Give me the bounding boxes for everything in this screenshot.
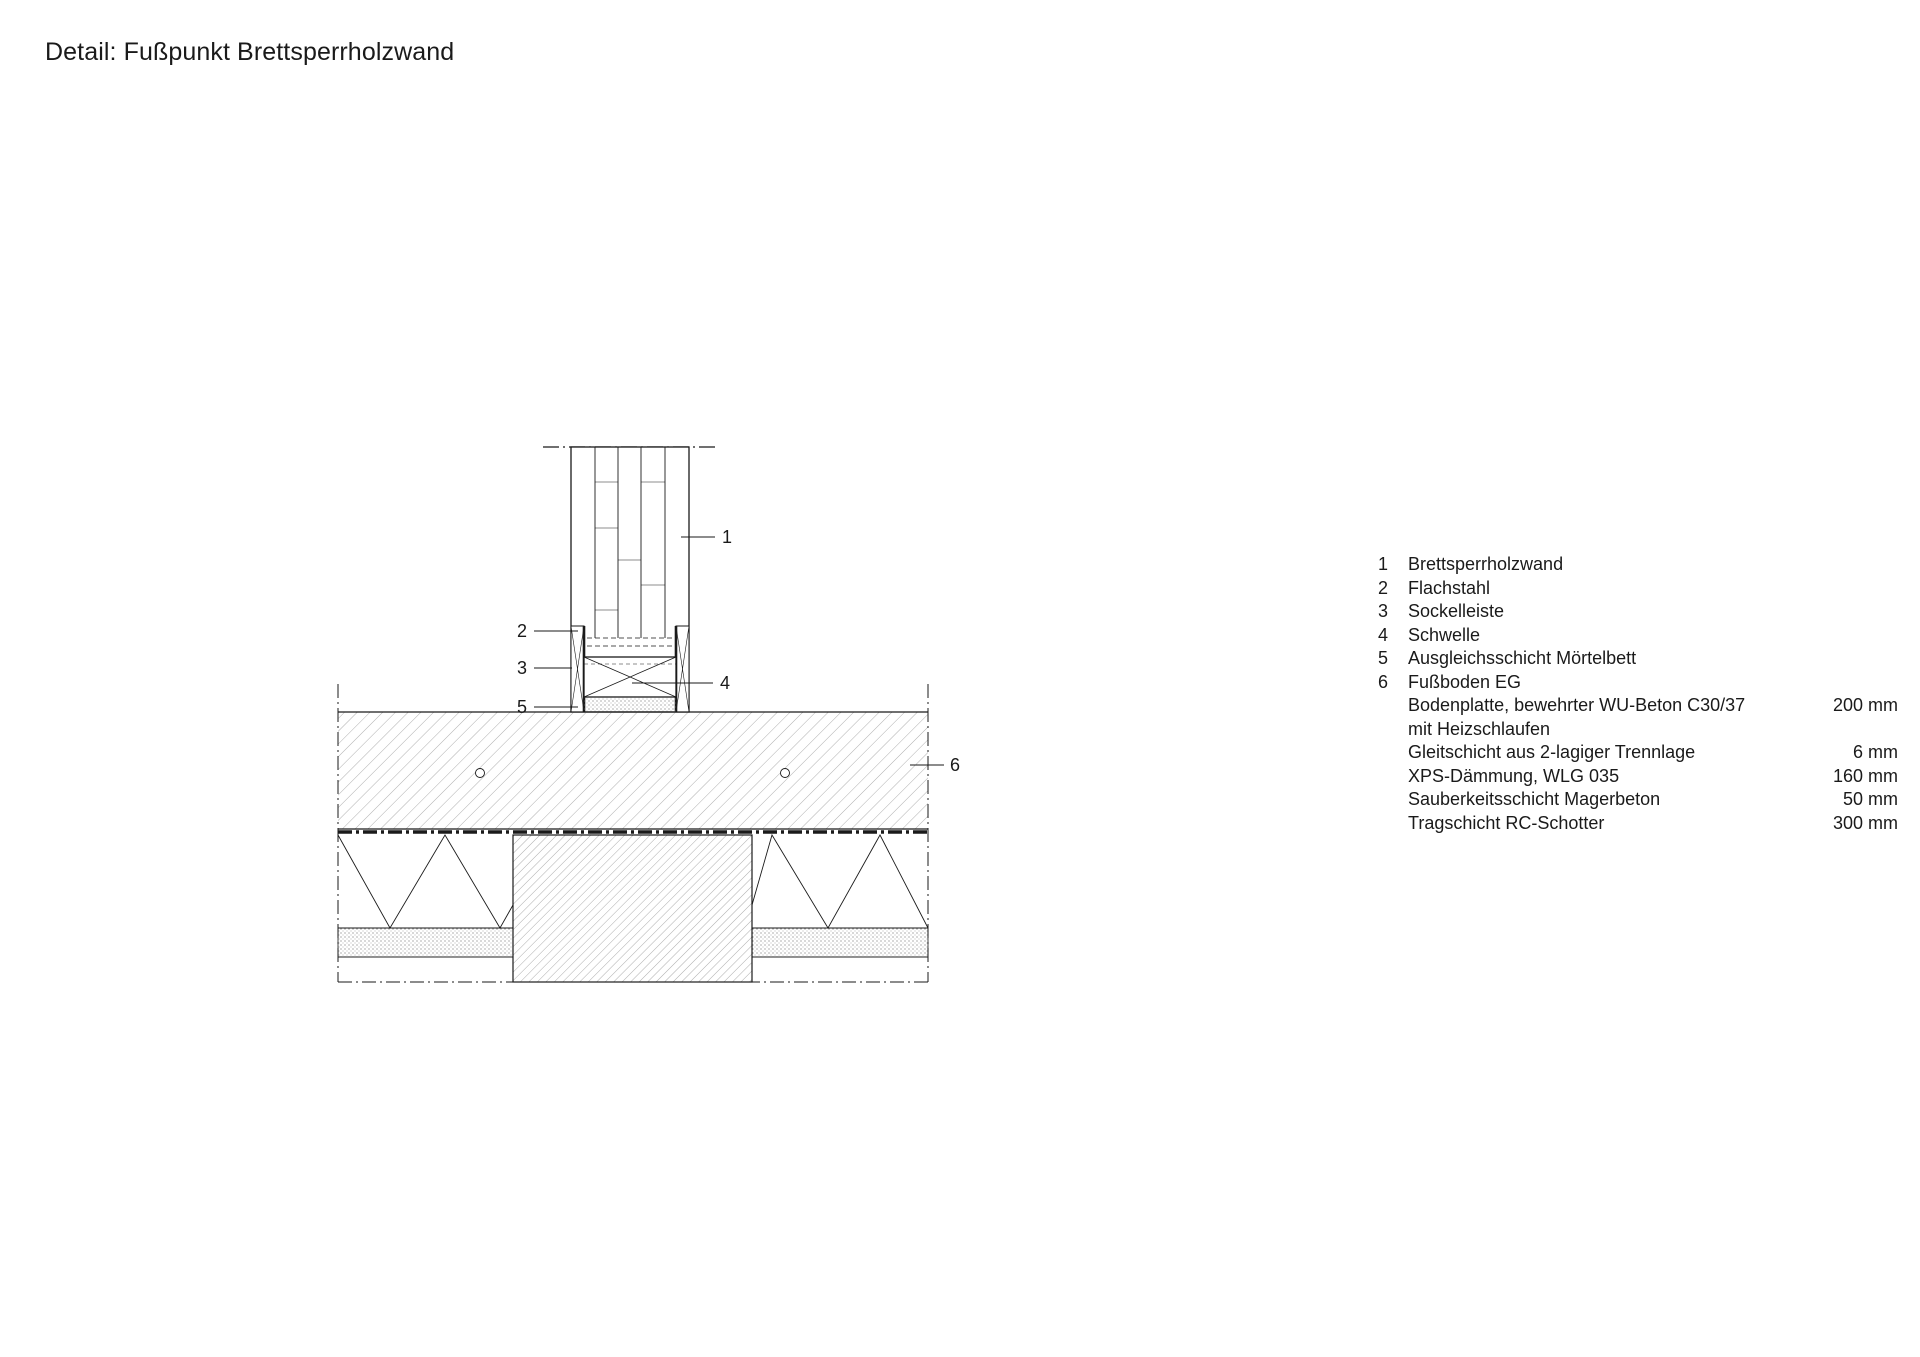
callout-2: 2	[517, 621, 528, 641]
legend-label: Brettsperrholzwand	[1408, 554, 1564, 574]
callout-6: 6	[950, 755, 961, 775]
layer-description: Tragschicht RC-Schotter	[1408, 812, 1605, 833]
callout-4: 4	[720, 673, 731, 693]
legend-number: 3	[1378, 601, 1389, 621]
legend-number: 4	[1378, 624, 1389, 645]
foundation-strip	[513, 835, 752, 982]
legend-number: 6	[1378, 671, 1389, 692]
layer-thickness	[1788, 718, 1898, 742]
legend-item	[1378, 647, 1898, 671]
legend-item	[1378, 624, 1898, 648]
legend-item	[1378, 671, 1898, 695]
sill-beam	[584, 657, 676, 697]
legend-number: 2	[1378, 577, 1389, 598]
callout-1: 1	[722, 527, 733, 547]
layer-thickness: 50 mm	[1842, 789, 1898, 809]
legend-label: Fußboden EG	[1408, 671, 1522, 692]
legend-label: Ausgleichsschicht Mörtelbett	[1408, 648, 1637, 668]
layer-spec-row	[1378, 788, 1898, 812]
layer-thickness: 200 mm	[1832, 695, 1898, 715]
legend	[1378, 553, 1898, 835]
layer-thickness: 6 mm	[1853, 742, 1898, 762]
callout-5: 5	[517, 697, 528, 717]
layer-spec-row	[1378, 694, 1898, 718]
page-title: Detail: Fußpunkt Brettsperrholzwand	[45, 38, 455, 66]
blinding-concrete-left	[338, 928, 513, 957]
layer-spec-row	[1378, 765, 1898, 789]
layer-spec-row	[1378, 812, 1898, 836]
callout-3: 3	[517, 658, 528, 678]
layer-thickness: 300 mm	[1832, 812, 1898, 833]
layer-description: Sauberkeitsschicht Magerbeton	[1408, 789, 1661, 809]
layer-description: Bodenplatte, bewehrter WU-Beton C30/37	[1408, 695, 1746, 715]
blinding-concrete-right	[752, 928, 928, 957]
legend-item	[1378, 553, 1898, 577]
xps-insulation-left	[338, 835, 513, 928]
legend-label: Flachstahl	[1408, 577, 1491, 598]
layer-spec-row	[1378, 718, 1898, 742]
legend-item	[1378, 577, 1898, 601]
xps-insulation-right	[752, 835, 928, 928]
legend-item	[1378, 600, 1898, 624]
legend-number: 1	[1378, 554, 1389, 574]
legend-number: 5	[1378, 648, 1389, 668]
mortar-bed	[584, 697, 676, 712]
layer-thickness: 160 mm	[1832, 765, 1898, 786]
layer-description: XPS-Dämmung, WLG 035	[1408, 765, 1620, 786]
layer-description: mit Heizschlaufen	[1408, 718, 1551, 739]
legend-label: Sockelleiste	[1408, 601, 1505, 621]
layer-spec-row	[1378, 741, 1898, 765]
legend-label: Schwelle	[1408, 624, 1481, 645]
layer-description: Gleitschicht aus 2-lagiger Trennlage	[1408, 742, 1696, 762]
